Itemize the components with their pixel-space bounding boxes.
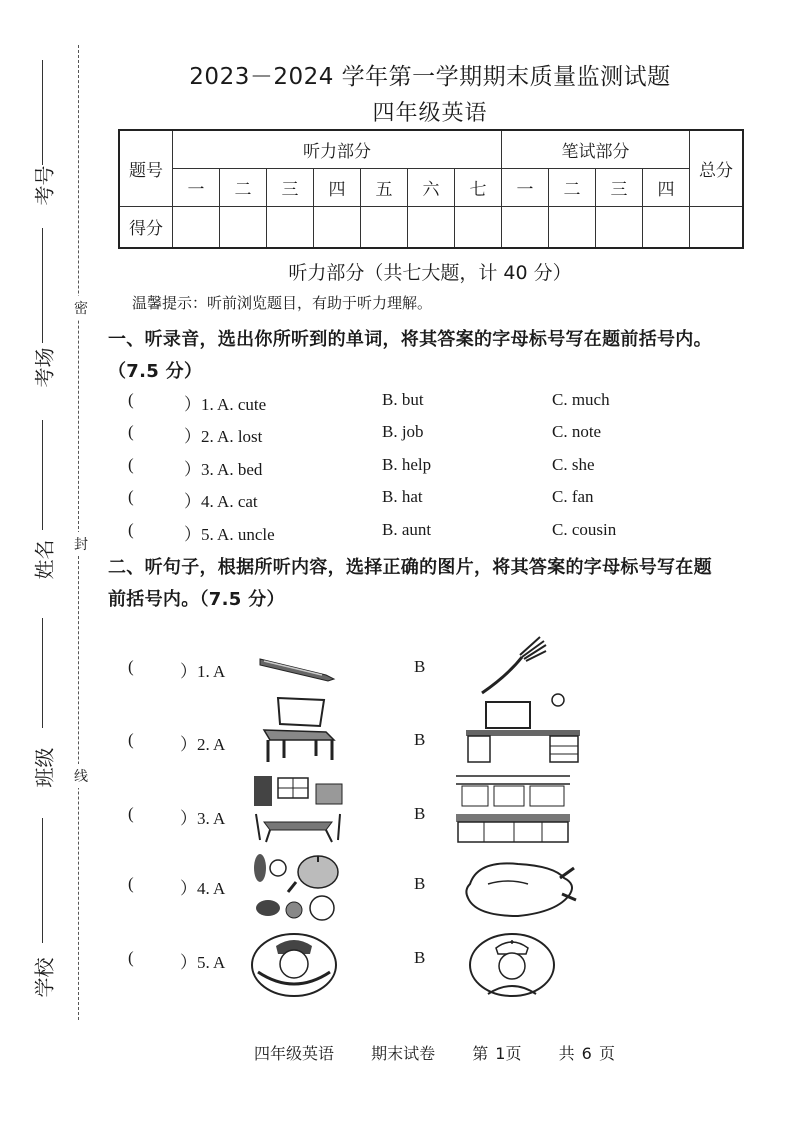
q1-item [128,487,748,513]
option-a: ）3. A. bed [184,460,263,479]
dining-room-icon [252,774,346,844]
writing-num: 四 [643,168,690,206]
q2-instruction-cont: 前括号内。（7.5 分） [108,589,285,610]
score-cell[interactable] [220,206,267,248]
answer-bracket[interactable]: ( [128,520,134,539]
fork-icon [478,635,548,697]
option-a: ）1. A. cute [184,395,267,414]
q2-instruction: 二、听句子，根据所听内容，选择正确的图片，将其答案的字母标号写在题 [108,557,712,578]
class-label: 班级 [32,747,57,788]
answer-bracket[interactable]: ( [128,422,134,441]
answer-bracket[interactable]: ( [128,874,134,893]
exam-number-label: 考号 [32,165,57,206]
listening-tip: 温馨提示：听前浏览题目，有助于听力理解。 [132,294,433,312]
writing-header: 笔试部分 [502,130,690,168]
option-b: B. aunt [382,520,432,539]
option-a: ）2. A. lost [184,427,263,446]
listening-num: 四 [314,168,361,206]
option-b-label: B [414,804,426,823]
total-header: 总分 [690,130,744,206]
listening-num: 五 [361,168,408,206]
option-b: B. job [382,422,424,441]
option-b: B. help [382,455,432,474]
driver-icon [250,932,338,998]
q1-item [128,520,748,546]
score-cell[interactable] [643,206,690,248]
q2-item [128,852,748,922]
chicken-icon [458,854,578,922]
seal-char-mi: 密 [74,296,88,320]
total-score-cell[interactable] [690,206,744,248]
score-cell[interactable] [502,206,549,248]
writing-num: 二 [549,168,596,206]
listening-num: 六 [408,168,455,206]
kitchen-icon [454,774,572,844]
option-b-label: B [414,657,426,676]
doctor-icon [468,932,556,998]
score-cell[interactable] [361,206,408,248]
col-label-cell: 题号 [119,130,173,206]
answer-bracket[interactable]: ( [128,948,134,967]
option-c: C. much [552,390,610,409]
knife-icon [256,645,340,685]
option-b-label: B [414,874,426,893]
option-a-label: ）3. A [180,809,226,828]
option-a-label: ）4. A [180,879,226,898]
option-a-label: ）2. A [180,735,226,754]
score-cell[interactable] [596,206,643,248]
option-c: C. cousin [552,520,617,539]
writing-num: 三 [596,168,643,206]
seal-char-feng: 封 [74,532,88,556]
option-a: ）5. A. uncle [184,525,275,544]
name-label: 姓名 [32,539,57,580]
q1-points: （7.5 分） [108,361,203,382]
answer-bracket[interactable]: ( [128,487,134,506]
q2-item [128,690,748,760]
seal-char-xian: 线 [74,764,88,788]
score-cell[interactable] [549,206,596,248]
option-c: C. fan [552,487,594,506]
answer-bracket[interactable]: ( [128,390,134,409]
desk-icon [462,690,582,764]
score-table [118,129,744,249]
score-cell[interactable] [267,206,314,248]
exam-room-label: 考场 [32,347,57,388]
option-c: C. she [552,455,595,474]
option-c: C. note [552,422,602,441]
option-b-label: B [414,948,426,967]
answer-bracket[interactable]: ( [128,657,134,676]
school-label: 学校 [32,957,57,998]
footer-exam: 期末试卷 [371,1044,436,1063]
footer-total-pages: 共 6 页 [558,1044,615,1063]
answer-bracket[interactable]: ( [128,804,134,823]
listening-num: 一 [173,168,220,206]
listening-section-heading: 听力部分（共七大题，计 40 分） [288,262,572,284]
score-cell[interactable] [173,206,220,248]
option-b: B. hat [382,487,423,506]
listening-num: 三 [267,168,314,206]
footer-page-number: 第 1页 [472,1044,522,1063]
answer-bracket[interactable]: ( [128,730,134,749]
listening-num: 七 [455,168,502,206]
writing-num: 一 [502,168,549,206]
q1-item [128,422,748,448]
chair-icon [254,690,340,764]
exam-title: 2023－2024 学年第一学期期末质量监测试题 [189,64,671,90]
q2-item [128,928,748,998]
listening-num: 二 [220,168,267,206]
option-b-label: B [414,730,426,749]
score-cell[interactable] [314,206,361,248]
listening-header: 听力部分 [173,130,502,168]
score-cell[interactable] [408,206,455,248]
answer-bracket[interactable]: ( [128,455,134,474]
q1-instruction: 一、听录音，选出你所听到的单词，将其答案的字母标号写在题前括号内。 [108,329,712,350]
score-cell[interactable] [455,206,502,248]
exam-subtitle: 四年级英语 [372,101,488,126]
option-a-label: ）5. A [180,953,226,972]
page-footer [254,1041,645,1064]
option-a: ）4. A. cat [184,492,258,511]
q1-item [128,455,748,481]
row-label-cell: 得分 [119,206,173,248]
footer-grade: 四年级英语 [254,1044,335,1063]
q2-item [128,774,748,844]
option-b: B. but [382,390,424,409]
option-a-label: ）1. A [180,662,226,681]
q1-item [128,390,748,416]
vegetables-icon [248,852,344,926]
